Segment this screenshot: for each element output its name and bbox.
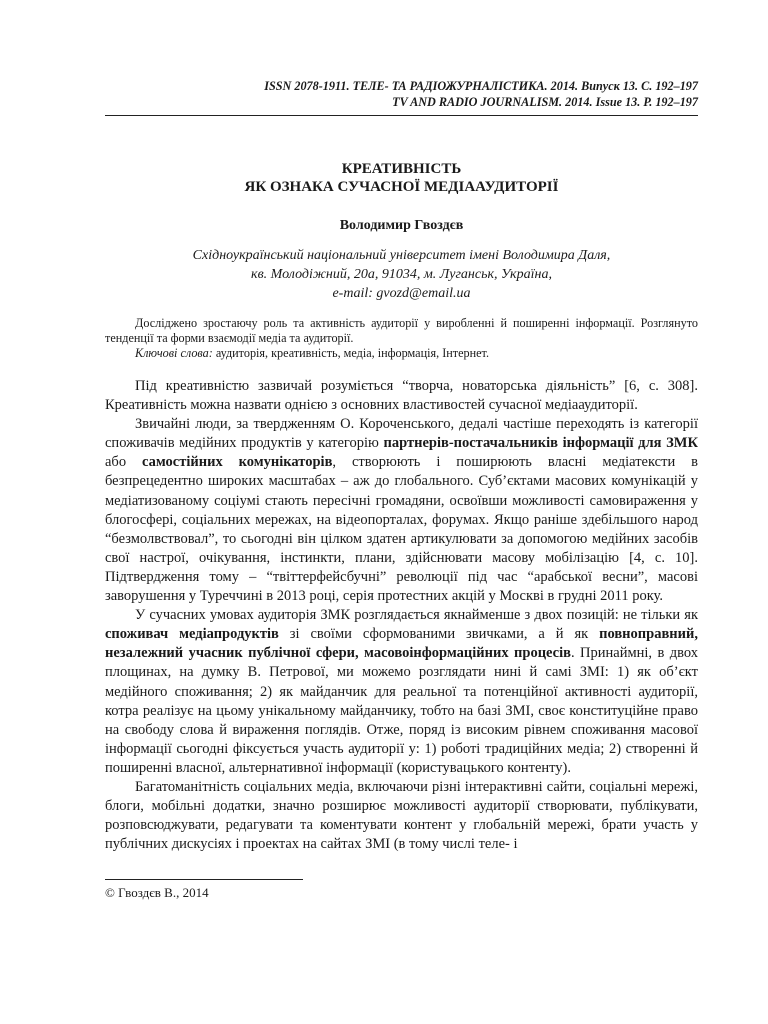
affiliation-line-1: Східноукраїнський національний університет імені Володимира Даля, bbox=[192, 248, 611, 263]
article-title-line-1: КРЕАТИВНІСТЬ bbox=[341, 161, 462, 177]
p3-text-a: У сучасних умовах аудиторія ЗМК розглядається якнайменше з двох позицій: не тільки як bbox=[135, 607, 698, 624]
footnote-divider bbox=[105, 879, 303, 880]
p3-text-e: . Принаймні, в двох площинах, на думку В. Петрової, ми можемо розглядати нині й самі ЗМІ: 1) як об’єкт медійного споживання; 2) як майданчик для реальної та потенційної активності аудиторії, котра реалізує на цьому унікальному майданчику, тобто на базі ЗМІ, своє конституційне право на свободу слова й вираження поглядів. Отже, поряд із високим рівнем споживання масової інформації сьогодні фіксується участь аудиторії у: 1) роботі традиційних медіа; 2) створенні й поширенні власної, альтернативної інформації (користувацького контенту). bbox=[105, 645, 698, 776]
p2-text-a: Звичайні люди, за твердженням О. Короченського, дедалі частіше переходять із категорії споживачів медійних продуктів у категорію bbox=[105, 416, 698, 452]
p2-text-e: , створюють і поширюють власні медіатексти в безпрецедентно широких масштабах – аж до глобального. Суб’єктами масових комунікацій у медіатизованому соціумі стають пересічні громадяни, освоївши можливості самовираження у блогосфері, соціальних мережах, на відеопорталах, форумах. Якщо раніше здебільшого народ “безмолвствовал”, то сьогодні він цілком здатен артикулювати за допомогою медійних засобів свої настрої, очікування, інстинкти, плани, здійснювати масову мобілізацію [4, с. 10]. Підтвердження тому – “твіттерфейсбучні” революції під час “арабської весни”, масові заворушення у Туреччині в 2013 році, серія протестних акцій у Москві в грудні 2011 року. bbox=[105, 454, 698, 605]
p2-bold-partners: партнерів-постачальників інформації для ЗМК bbox=[383, 435, 698, 452]
body-paragraph-2 bbox=[105, 415, 698, 606]
article-body bbox=[105, 377, 698, 854]
author-affiliation bbox=[105, 246, 698, 303]
article-title-line-2: ЯК ОЗНАКА СУЧАСНОЇ МЕДІААУДИТОРІЇ bbox=[244, 179, 559, 195]
p3-text-c: зі своїми сформованими звичками, а й як bbox=[278, 626, 600, 643]
affiliation-line-2: кв. Молодіжний, 20а, 91034, м. Луганськ, Україна, bbox=[251, 267, 552, 282]
journal-header bbox=[105, 78, 698, 110]
header-divider bbox=[105, 115, 698, 116]
p2-bold-communicators: самостійних комунікаторів bbox=[142, 454, 333, 471]
journal-header-line-2: TV AND RADIO JOURNALISM. 2014. Issue 13. P. 192–197 bbox=[392, 95, 698, 109]
journal-header-line-1: ISSN 2078-1911. ТЕЛЕ- ТА РАДІОЖУРНАЛІСТИКА. 2014. Випуск 13. С. 192–197 bbox=[264, 79, 698, 93]
body-paragraph-1: Під креативністю зазвичай розуміється “творча, новаторська діяльність” [6, с. 308]. Креативність можна назвати однією з основних властивостей сучасної медіааудиторії. bbox=[105, 378, 698, 414]
body-paragraph-4: Багатоманітність соціальних медіа, включаючи різні інтерактивні сайти, соціальні мережі, блоги, мобільні додатки, значно розширює можливості аудиторії створювати, публікувати, розповсюджувати, редагувати та коментувати контент у глобальній мережі, брати участь у публічних дискусіях і проектах на сайтах ЗМІ (в тому числі теле- і bbox=[105, 778, 698, 853]
p3-bold-participant: повноправний, незалежний учасник публічної сфери, масовоінформаційних процесів bbox=[105, 626, 698, 662]
keywords-list: аудиторія, креативність, медіа, інформація, Інтернет. bbox=[212, 346, 489, 360]
copyright-footnote: © Гвоздєв В., 2014 bbox=[105, 885, 209, 900]
affiliation-email: e-mail: gvozd@email.ua bbox=[332, 286, 471, 301]
author-name: Володимир Гвоздєв bbox=[339, 218, 464, 233]
abstract-block bbox=[105, 316, 698, 361]
abstract-text: Досліджено зростаючу роль та активність аудиторії у виробленні й поширенні інформації. Розглянуто тенденції та форми взаємодії медіа та аудиторії. bbox=[105, 316, 698, 345]
article-title bbox=[105, 160, 698, 196]
body-paragraph-3 bbox=[105, 606, 698, 778]
p3-bold-consumer: споживач медіапродуктів bbox=[105, 626, 279, 643]
keywords-label: Ключові слова: bbox=[135, 346, 213, 360]
p2-text-c: або bbox=[105, 454, 142, 471]
keywords-line bbox=[105, 346, 698, 361]
